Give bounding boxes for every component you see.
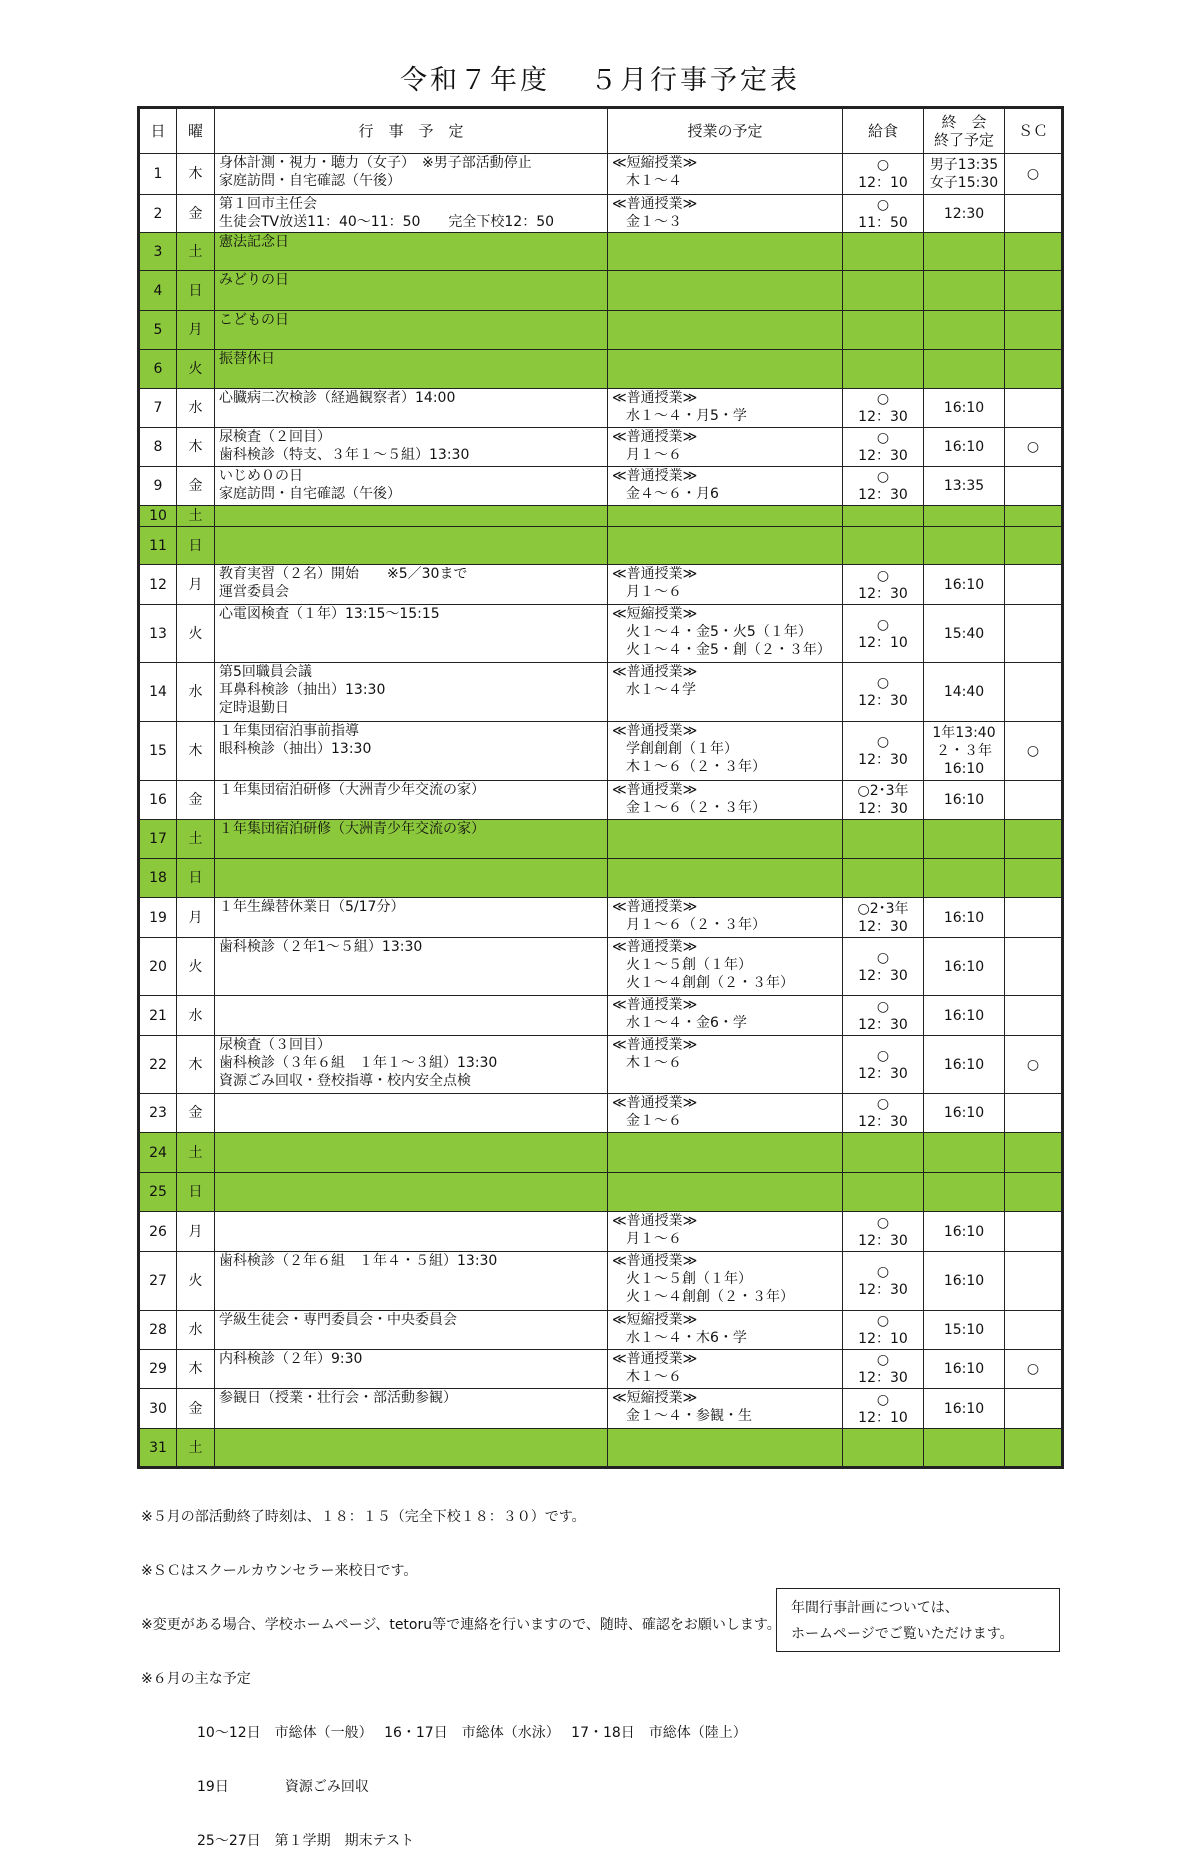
sc-cell: ○ [1005,1350,1063,1389]
event-cell [215,996,608,1036]
table-row [139,1094,1063,1133]
lunch-cell: ○ 12：10 [843,605,924,663]
dow-cell: 水 [177,663,215,722]
event-cell: 教育実習（２名）開始 ※5／30まで 運営委員会 [215,565,608,605]
day-cell: 1 [139,154,177,195]
event-cell: 第１回市主任会 生徒会TV放送11：40～11：50 完全下校12：50 [215,195,608,233]
sc-cell [1005,350,1063,389]
event-cell: 第5回職員会議 耳鼻科検診（抽出）13:30 定時退勤日 [215,663,608,722]
class-cell: ≪普通授業≫ 水１～４・月5・学 [608,389,843,428]
event-cell [215,1173,608,1212]
day-cell: 5 [139,311,177,350]
day-cell: 18 [139,859,177,898]
end-time-cell: 16:10 [924,428,1005,467]
sc-cell [1005,605,1063,663]
event-cell: 心電図検査（１年）13:15～15:15 [215,605,608,663]
end-time-cell [924,506,1005,527]
sc-cell [1005,506,1063,527]
table-row [139,506,1063,527]
dow-cell: 水 [177,389,215,428]
sc-cell [1005,1389,1063,1429]
lunch-cell [843,311,924,350]
table-row [139,781,1063,820]
event-cell: 歯科検診（２年1～５組）13:30 [215,938,608,996]
class-cell: ≪普通授業≫ 金４～６・月6 [608,467,843,506]
event-cell: 参観日（授業・壮行会・部活動参観） [215,1389,608,1429]
class-cell: ≪普通授業≫ 金１～６（２・３年） [608,781,843,820]
table-row [139,1429,1063,1468]
table-row [139,527,1063,565]
class-cell [608,311,843,350]
end-time-cell [924,1173,1005,1212]
sc-cell [1005,1094,1063,1133]
sc-cell: ○ [1005,154,1063,195]
day-cell: 15 [139,722,177,781]
header-classes: 授業の予定 [608,108,843,154]
lunch-cell: ○ 12：30 [843,389,924,428]
sc-cell [1005,996,1063,1036]
dow-cell: 土 [177,1133,215,1173]
end-time-cell [924,859,1005,898]
lunch-cell: ○ 12：10 [843,154,924,195]
table-row [139,859,1063,898]
dow-cell: 木 [177,154,215,195]
class-cell [608,233,843,271]
sc-cell [1005,311,1063,350]
end-time-cell: 16:10 [924,1350,1005,1389]
end-time-cell: 16:10 [924,898,1005,938]
class-cell [608,350,843,389]
event-cell: いじめ０の日 家庭訪問・自宅確認（午後） [215,467,608,506]
event-cell [215,859,608,898]
sc-cell [1005,1173,1063,1212]
note-line: ※５月の部活動終了時刻は、１８：１５（完全下校１８：３０）です。 [141,1509,586,1525]
sc-cell [1005,781,1063,820]
table-row [139,350,1063,389]
event-cell [215,1094,608,1133]
table-row [139,389,1063,428]
schedule-table [137,106,1064,1469]
day-cell: 14 [139,663,177,722]
dow-cell: 月 [177,565,215,605]
table-row [139,565,1063,605]
lunch-cell [843,859,924,898]
dow-cell: 火 [177,605,215,663]
dow-cell: 土 [177,506,215,527]
table-row [139,271,1063,311]
event-cell [215,527,608,565]
dow-cell: 水 [177,1311,215,1350]
day-cell: 17 [139,820,177,859]
table-row [139,1311,1063,1350]
end-time-cell: 16:10 [924,1389,1005,1429]
lunch-cell [843,1429,924,1468]
event-cell [215,1212,608,1252]
end-time-cell [924,271,1005,311]
end-time-cell [924,527,1005,565]
table-row [139,1036,1063,1094]
end-time-cell: 1年13:40 ２・３年 16:10 [924,722,1005,781]
dow-cell: 火 [177,350,215,389]
day-cell: 26 [139,1212,177,1252]
class-cell: ≪短縮授業≫ 水１～４・木6・学 [608,1311,843,1350]
dow-cell: 土 [177,820,215,859]
table-row [139,1350,1063,1389]
event-cell: １年集団宿泊研修（大洲青少年交流の家） [215,781,608,820]
end-time-cell [924,311,1005,350]
event-cell: 振替休日 [215,350,608,389]
header-lunch: 給食 [843,108,924,154]
class-cell [608,859,843,898]
day-cell: 8 [139,428,177,467]
dow-cell: 日 [177,1173,215,1212]
end-time-cell: 16:10 [924,996,1005,1036]
end-time-cell [924,820,1005,859]
dow-cell: 火 [177,1252,215,1311]
lunch-cell [843,271,924,311]
sc-cell [1005,1252,1063,1311]
end-time-cell: 男子13:35 女子15:30 [924,154,1005,195]
lunch-cell: ○ 12：30 [843,1212,924,1252]
sc-cell [1005,1429,1063,1468]
class-cell: ≪普通授業≫ 木１～６ [608,1350,843,1389]
day-cell: 21 [139,996,177,1036]
header-events: 行 事 予 定 [215,108,608,154]
table-row [139,1212,1063,1252]
homepage-notice-box [776,1588,1060,1652]
end-time-cell [924,350,1005,389]
header-sc: ＳＣ [1005,108,1063,154]
lunch-cell [843,506,924,527]
end-time-cell [924,1133,1005,1173]
day-cell: 27 [139,1252,177,1311]
event-cell: 憲法記念日 [215,233,608,271]
lunch-cell [843,527,924,565]
sc-cell [1005,389,1063,428]
event-cell: １年生繰替休業日（5/17分） [215,898,608,938]
day-cell: 25 [139,1173,177,1212]
class-cell: ≪普通授業≫ 金１～３ [608,195,843,233]
end-time-cell: 16:10 [924,1212,1005,1252]
event-cell: 歯科検診（２年６組 １年４・５組）13:30 [215,1252,608,1311]
class-cell: ≪普通授業≫ 月１～６（２・３年） [608,898,843,938]
dow-cell: 日 [177,271,215,311]
class-cell: ≪普通授業≫ 水１～４学 [608,663,843,722]
end-time-cell [924,1429,1005,1468]
header-end: 終 会 終了予定 [924,108,1005,154]
end-time-cell: 14:40 [924,663,1005,722]
class-cell [608,820,843,859]
end-time-cell: 13:35 [924,467,1005,506]
lunch-cell: ○ 12：30 [843,996,924,1036]
class-cell: ≪普通授業≫ 木１～６ [608,1036,843,1094]
sc-cell [1005,898,1063,938]
class-cell: ≪普通授業≫ 金１～６ [608,1094,843,1133]
day-cell: 11 [139,527,177,565]
event-cell [215,506,608,527]
sc-cell [1005,938,1063,996]
event-cell: 心臓病二次検診（経過観察者）14:00 [215,389,608,428]
lunch-cell [843,233,924,271]
table-row [139,467,1063,506]
class-cell: ≪普通授業≫ 学創創創（１年） 木１～６（２・３年） [608,722,843,781]
day-cell: 22 [139,1036,177,1094]
class-cell [608,1429,843,1468]
lunch-cell: ○ 12：30 [843,663,924,722]
table-row [139,428,1063,467]
table-row [139,820,1063,859]
day-cell: 24 [139,1133,177,1173]
notes [141,1472,781,1868]
header-row [139,108,1063,154]
page-title [0,58,1200,97]
table-row [139,898,1063,938]
dow-cell: 木 [177,1036,215,1094]
day-cell: 7 [139,389,177,428]
table-row [139,938,1063,996]
box-line: ホームページでご覧いただけます。 [791,1626,1014,1642]
lunch-cell: ○ 12：10 [843,1389,924,1429]
table-row [139,195,1063,233]
sc-cell [1005,271,1063,311]
table-row [139,311,1063,350]
lunch-cell: ○ 11：50 [843,195,924,233]
table-row [139,605,1063,663]
event-cell: こどもの日 [215,311,608,350]
lunch-cell [843,350,924,389]
lunch-cell [843,820,924,859]
dow-cell: 月 [177,1212,215,1252]
event-cell: 尿検査（３回目） 歯科検診（３年６組 １年１～３組）13:30 資源ごみ回収・登校指導・校内安全点検 [215,1036,608,1094]
table-row [139,1173,1063,1212]
header-dow: 曜 [177,108,215,154]
dow-cell: 火 [177,938,215,996]
class-cell [608,1173,843,1212]
dow-cell: 木 [177,428,215,467]
note-line: ※ＳＣはスクールカウンセラー来校日です。 [141,1563,418,1579]
lunch-cell: ○2･3年 12：30 [843,781,924,820]
dow-cell: 水 [177,996,215,1036]
table-row [139,154,1063,195]
dow-cell: 金 [177,195,215,233]
event-cell: 尿検査（２回目） 歯科検診（特支、３年１～５組）13:30 [215,428,608,467]
end-time-cell: 16:10 [924,781,1005,820]
dow-cell: 月 [177,898,215,938]
note-line: 10～12日 市総体（一般） 16・17日 市総体（水泳） 17・18日 市総体（陸上） [141,1725,747,1741]
lunch-cell: ○ 12：10 [843,1311,924,1350]
lunch-cell: ○ 12：30 [843,1252,924,1311]
day-cell: 10 [139,506,177,527]
title-year: 令和７年度 [400,65,550,96]
lunch-cell: ○ 12：30 [843,428,924,467]
sc-cell [1005,820,1063,859]
table-row [139,1389,1063,1429]
day-cell: 29 [139,1350,177,1389]
dow-cell: 金 [177,467,215,506]
dow-cell: 土 [177,1429,215,1468]
event-cell [215,1429,608,1468]
sc-cell [1005,233,1063,271]
sc-cell: ○ [1005,1036,1063,1094]
class-cell [608,271,843,311]
table-row [139,722,1063,781]
event-cell: 学級生徒会・専門委員会・中央委員会 [215,1311,608,1350]
note-line: ※変更がある場合、学校ホームページ、tetoru等で連絡を行いますので、随時、確認をお願いします。 [141,1617,781,1633]
end-time-cell: 16:10 [924,565,1005,605]
day-cell: 4 [139,271,177,311]
class-cell: ≪短縮授業≫ 金１～４・参観・生 [608,1389,843,1429]
end-time-cell: 16:10 [924,389,1005,428]
class-cell: ≪普通授業≫ 月１～６ [608,1212,843,1252]
event-cell: みどりの日 [215,271,608,311]
class-cell: ≪普通授業≫ 水１～４・金6・学 [608,996,843,1036]
table-row [139,663,1063,722]
lunch-cell: ○ 12：30 [843,722,924,781]
class-cell: ≪普通授業≫ 月１～６ [608,565,843,605]
day-cell: 23 [139,1094,177,1133]
end-time-cell: 12:30 [924,195,1005,233]
dow-cell: 日 [177,527,215,565]
end-time-cell: 15:40 [924,605,1005,663]
day-cell: 9 [139,467,177,506]
sc-cell [1005,859,1063,898]
lunch-cell [843,1173,924,1212]
day-cell: 6 [139,350,177,389]
day-cell: 13 [139,605,177,663]
day-cell: 12 [139,565,177,605]
class-cell [608,527,843,565]
lunch-cell: ○ 12：30 [843,467,924,506]
class-cell: ≪短縮授業≫ 木１～４ [608,154,843,195]
title-month: ５月行事予定表 [590,65,800,96]
sc-cell [1005,467,1063,506]
sc-cell: ○ [1005,722,1063,781]
sc-cell [1005,1133,1063,1173]
lunch-cell [843,1133,924,1173]
end-time-cell: 16:10 [924,1094,1005,1133]
sc-cell [1005,1212,1063,1252]
event-cell: 身体計測・視力・聴力（女子） ※男子部活動停止 家庭訪問・自宅確認（午後） [215,154,608,195]
dow-cell: 木 [177,722,215,781]
end-time-cell: 16:10 [924,1036,1005,1094]
end-time-cell [924,233,1005,271]
sc-cell [1005,195,1063,233]
lunch-cell: ○ 12：30 [843,1350,924,1389]
event-cell: 内科検診（２年）9:30 [215,1350,608,1389]
sc-cell [1005,663,1063,722]
dow-cell: 日 [177,859,215,898]
day-cell: 3 [139,233,177,271]
table-row [139,1133,1063,1173]
lunch-cell: ○ 12：30 [843,565,924,605]
class-cell: ≪普通授業≫ 火１～５創（１年） 火１～４創創（２・３年） [608,1252,843,1311]
class-cell: ≪普通授業≫ 月１～６ [608,428,843,467]
day-cell: 30 [139,1389,177,1429]
end-time-cell: 16:10 [924,1252,1005,1311]
day-cell: 2 [139,195,177,233]
event-cell: １年集団宿泊研修（大洲青少年交流の家） [215,820,608,859]
note-line: 19日 資源ごみ回収 [141,1779,369,1795]
dow-cell: 金 [177,1094,215,1133]
class-cell [608,1133,843,1173]
day-cell: 20 [139,938,177,996]
dow-cell: 土 [177,233,215,271]
dow-cell: 月 [177,311,215,350]
dow-cell: 金 [177,1389,215,1429]
event-cell [215,1133,608,1173]
lunch-cell: ○ 12：30 [843,1094,924,1133]
day-cell: 16 [139,781,177,820]
end-time-cell: 16:10 [924,938,1005,996]
dow-cell: 木 [177,1350,215,1389]
table-row [139,1252,1063,1311]
class-cell: ≪普通授業≫ 火１～５創（１年） 火１～４創創（２・３年） [608,938,843,996]
header-day: 日 [139,108,177,154]
sc-cell [1005,1311,1063,1350]
day-cell: 19 [139,898,177,938]
class-cell [608,506,843,527]
table-row [139,996,1063,1036]
dow-cell: 金 [177,781,215,820]
sc-cell [1005,565,1063,605]
day-cell: 28 [139,1311,177,1350]
day-cell: 31 [139,1429,177,1468]
table-row [139,233,1063,271]
class-cell: ≪短縮授業≫ 火１～４・金5・火5（１年） 火１～４・金5・創（２・３年） [608,605,843,663]
box-line: 年間行事計画については、 [791,1600,959,1616]
end-time-cell: 15:10 [924,1311,1005,1350]
event-cell: １年集団宿泊事前指導 眼科検診（抽出）13:30 [215,722,608,781]
lunch-cell: ○ 12：30 [843,1036,924,1094]
lunch-cell: ○2･3年 12：30 [843,898,924,938]
note-line: 25～27日 第１学期 期末テスト [141,1833,415,1849]
note-line: ※６月の主な予定 [141,1671,251,1687]
sc-cell [1005,527,1063,565]
sc-cell: ○ [1005,428,1063,467]
lunch-cell: ○ 12：30 [843,938,924,996]
